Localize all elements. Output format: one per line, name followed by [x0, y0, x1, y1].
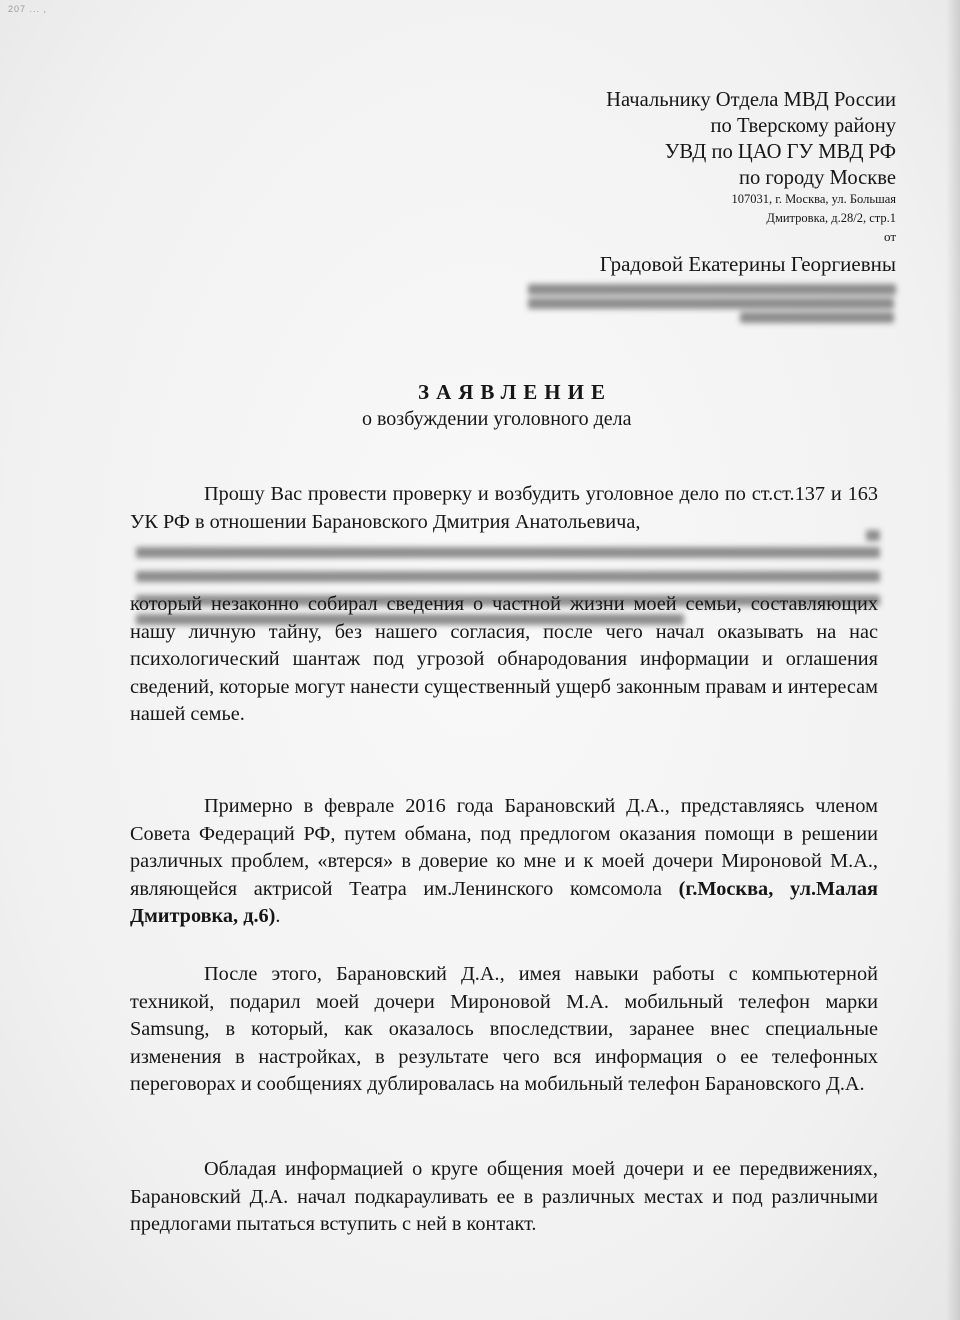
addressee-address-1: 107031, г. Москва, ул. Большая — [731, 192, 896, 206]
addressee-line-4: по городу Москве — [738, 165, 896, 189]
document-subtitle: о возбуждении уголовного дела — [362, 408, 632, 430]
paragraph-2 — [130, 793, 878, 931]
redacted-contact-info — [528, 282, 896, 324]
addressee-line-3: УВД по ЦАО ГУ МВД РФ — [664, 139, 896, 163]
paragraph-1-end: который незаконно собирал сведения о частной жизни моей семьи, составляющих нашу личную тайну, без нашего согласия, после чего начал оказывать на нас психологический шантаж под угрозой обнародования информации и оглашения сведений, которые могут нанести существенный ущерб законным правам и интересам нашей семье. — [130, 593, 878, 725]
paragraph-2-end: . — [275, 905, 281, 927]
document-title: ЗАЯВЛЕНИЕ — [418, 380, 612, 404]
addressee-line-2: по Тверскому району — [710, 113, 896, 137]
addressee-address-2: Дмитровка, д.28/2, стр.1 — [766, 211, 896, 225]
paragraph-4: Обладая информацией о круге общения моей дочери и ее передвижениях, Барановский Д.А. начал подкарауливать ее в различных местах и под различными предлогами пытаться вступить с ней в контакт. — [130, 1158, 878, 1235]
theatre-address: (г.Москва, ул.Малая Дмитровка, д.6) — [130, 877, 878, 927]
page-edge-shadow — [946, 0, 960, 1320]
paragraph-2-start: Примерно в феврале 2016 года Барановский Д.А., представляясь членом Совета Федераций РФ, путем обмана, под предлогом оказания помощи в решении различных проблем, «втерся» в доверие ко мне и к моей дочери Мироновой М.А., являющейся актрисой Театра им.Ленинского комсомола — [130, 795, 878, 900]
applicant-name: Градовой Екатерины Георгиевны — [599, 252, 896, 276]
addressee-line-1: Начальнику Отдела МВД России — [606, 87, 896, 111]
addressee-from: от — [883, 229, 896, 244]
paragraph-1 — [130, 481, 878, 729]
paragraph-3: После этого, Барановский Д.А., имея навыки работы с компьютерной техникой, подарил моей дочери Мироновой М.А. мобильный телефон марки Samsung, в который, как оказалось впоследствии, заранее внес специальные изменения в настройках, в результате чего вся информация о ее телефонных переговорах и сообщениях дублировалась на мобильный телефон Барановского Д.А. — [130, 963, 878, 1095]
scan-mark: 207 ... , — [8, 4, 48, 14]
addressee-block — [456, 86, 896, 278]
paragraph-1-start: Прошу Вас провести проверку и возбудить уголовное дело по ст.ст.137 и 163 УК РФ в отношении Барановского Дмитрия Анатольевича, — [130, 483, 878, 533]
